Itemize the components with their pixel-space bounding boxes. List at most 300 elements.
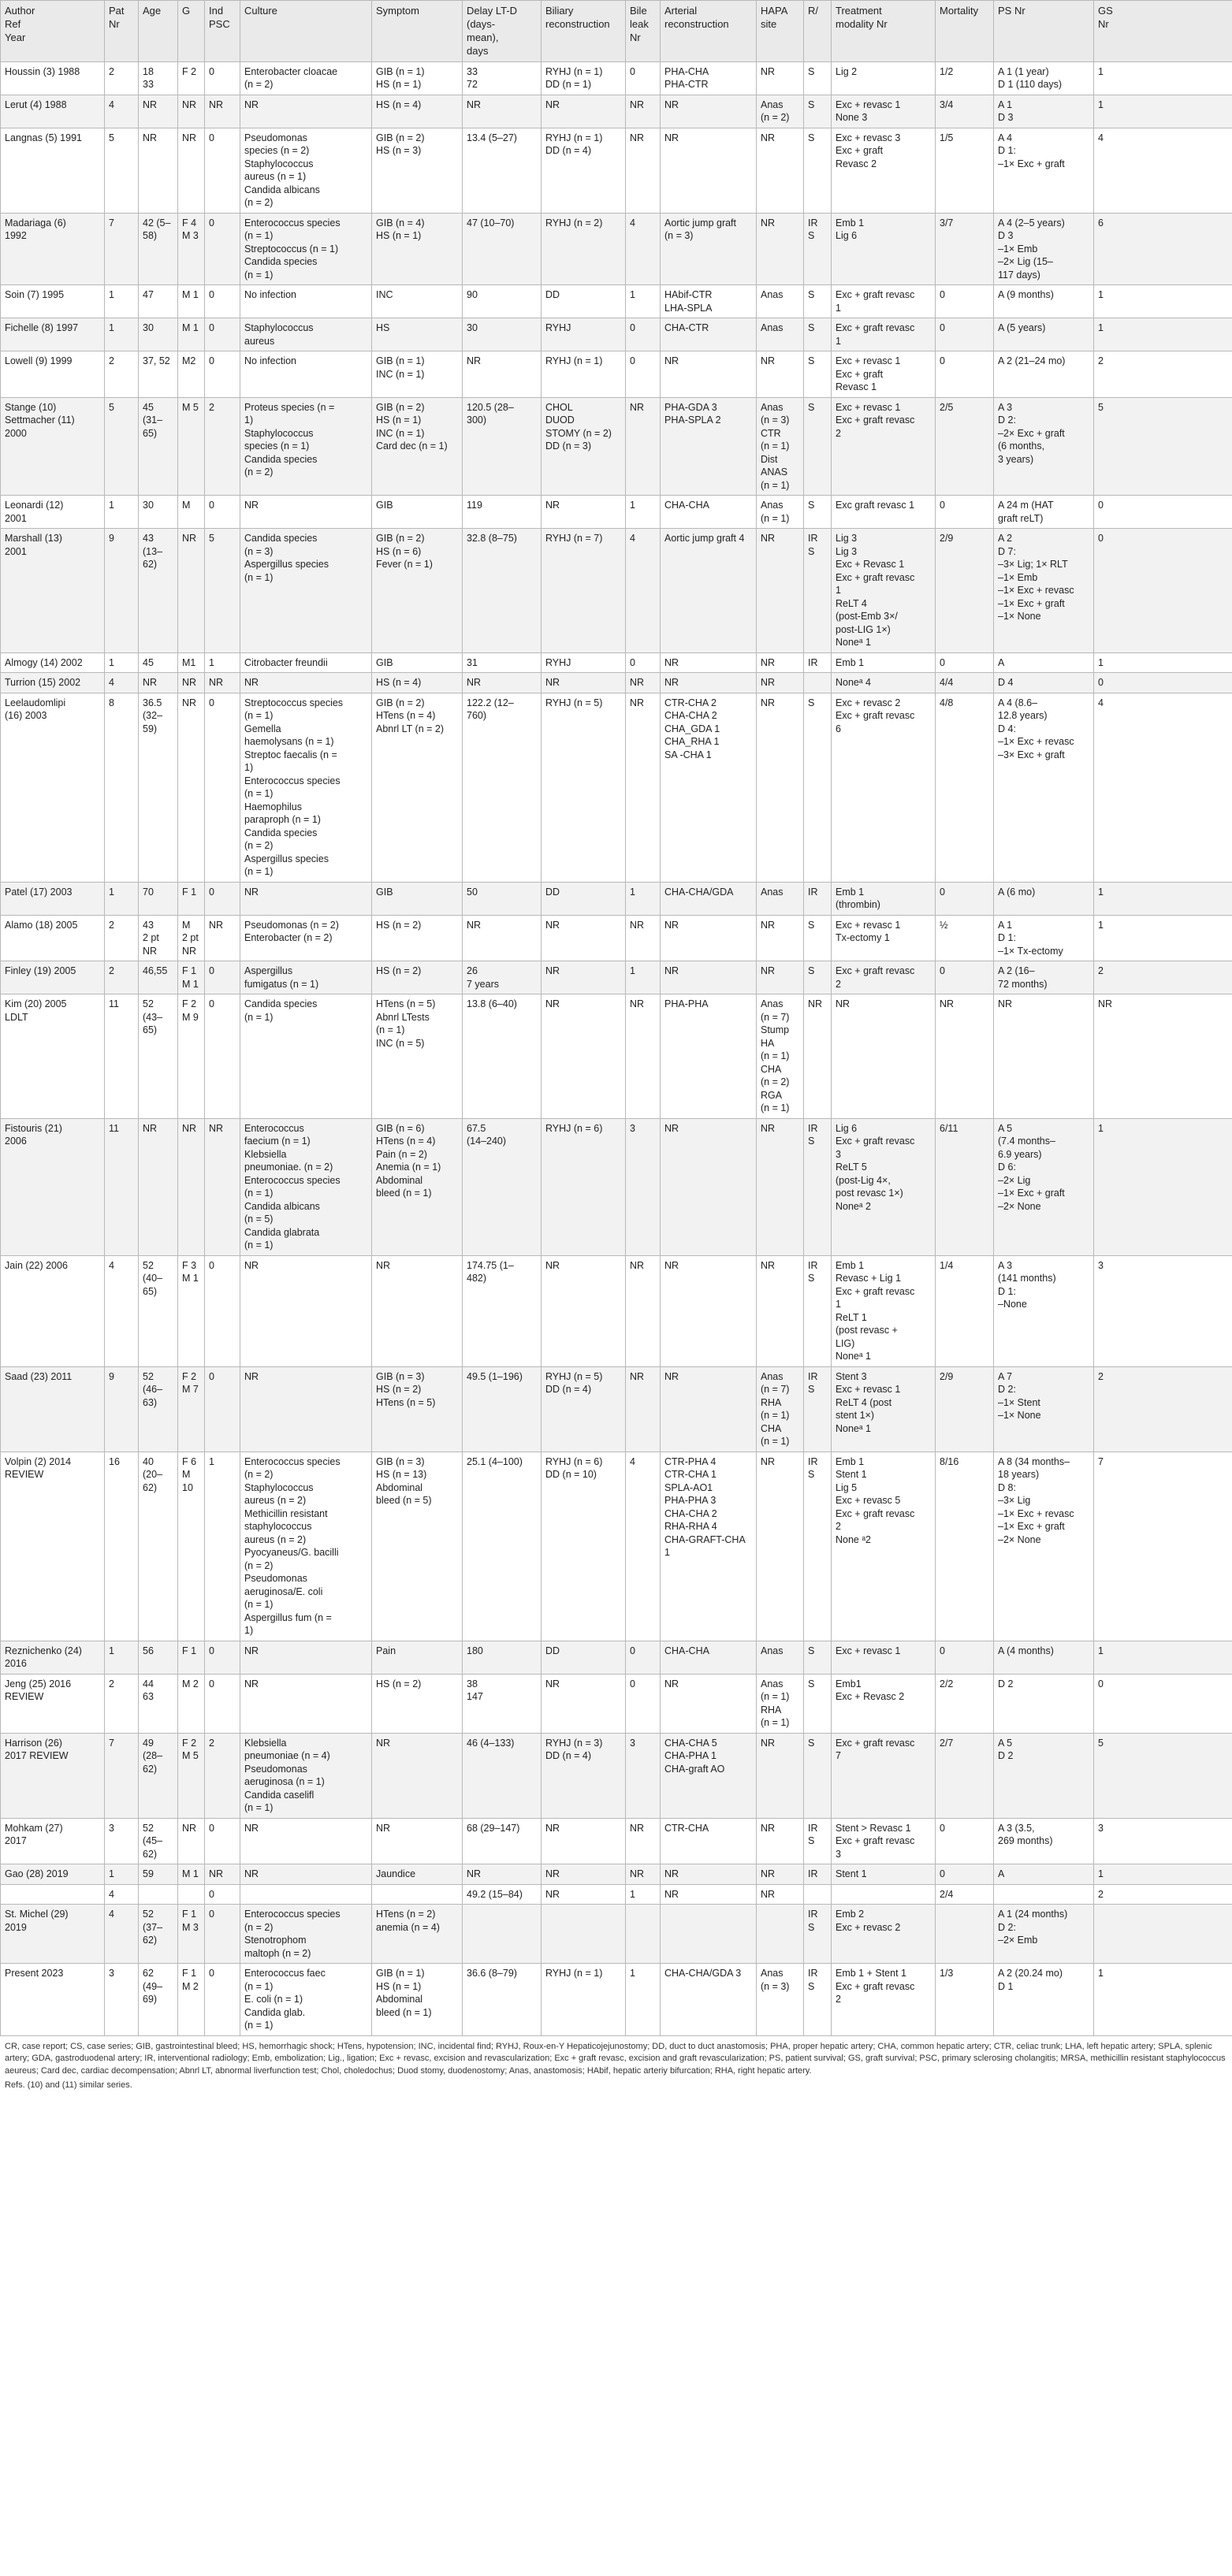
table-cell	[626, 1964, 661, 2036]
table-cell	[626, 529, 661, 653]
table-cell	[936, 351, 994, 398]
table-cell	[1094, 351, 1232, 398]
table-cell	[178, 1884, 205, 1905]
table-cell	[936, 1905, 994, 1964]
cell-line: (n = 1)	[244, 1011, 274, 1023]
cell-line: NR	[545, 1868, 560, 1880]
cell-line: –2× None	[998, 1200, 1041, 1212]
table-cell	[626, 1641, 661, 1674]
table-cell	[372, 1674, 463, 1733]
table-cell	[804, 1733, 832, 1818]
cell-line: (32–	[143, 710, 163, 722]
cell-line: NR	[664, 355, 679, 367]
cell-line: Exc + graft revasc	[836, 414, 915, 426]
cell-line: HS (n = 4)	[376, 677, 422, 689]
cell-line: 5	[1098, 1737, 1104, 1749]
table-cell	[626, 351, 661, 398]
cell-line: GIB	[376, 886, 393, 898]
cell-line: Pat	[109, 5, 125, 17]
table-cell	[1094, 994, 1232, 1119]
cell-line: 1	[209, 1455, 214, 1467]
cell-line: bleed (n = 1)	[376, 1188, 432, 1199]
cell-line: –2× Lig	[998, 1174, 1031, 1186]
cell-line: (n = 5)	[244, 1214, 274, 1225]
table-cell	[994, 994, 1094, 1119]
cell-line: 0	[940, 965, 945, 977]
table-cell	[372, 213, 463, 285]
cell-line: Exc + graft revasc	[836, 1136, 915, 1147]
cell-line: GIB (n = 2)	[376, 401, 425, 413]
cell-line: 1/2	[940, 65, 954, 77]
table-cell	[994, 1733, 1094, 1818]
cell-line: RYHJ (n = 6)	[545, 1122, 603, 1134]
cell-line: 1	[630, 1888, 635, 1900]
table-cell	[240, 1884, 372, 1905]
cell-line: PSC	[209, 18, 230, 31]
cell-line: Anas	[761, 886, 783, 898]
cell-line: S	[808, 1645, 815, 1656]
table-cell	[205, 397, 240, 496]
table-cell	[936, 1118, 994, 1255]
cell-line: 3	[1098, 1259, 1104, 1271]
cell-line: A 8 (34 months–	[998, 1455, 1070, 1467]
table-cell	[804, 95, 832, 128]
cell-line: 46,55	[143, 965, 168, 977]
cell-line: NR	[664, 99, 679, 110]
table-cell	[757, 961, 804, 994]
cell-line: Emb 1	[836, 1259, 865, 1271]
cell-line: 43	[143, 919, 154, 931]
table-cell	[1, 1964, 105, 2036]
table-cell	[205, 1366, 240, 1452]
cell-line: 1	[1098, 919, 1104, 931]
cell-line: GIB (n = 2)	[376, 533, 425, 545]
cell-line: NR	[761, 1737, 776, 1749]
cell-line: 1	[630, 1968, 635, 1979]
cell-line: Revasc + Lig 1	[836, 1273, 902, 1284]
cell-line: IR	[808, 1370, 818, 1382]
table-cell	[205, 1818, 240, 1864]
cell-line: NR	[467, 677, 482, 689]
cell-line: NR	[761, 677, 776, 689]
cell-line: –2× Lig (15–	[998, 256, 1053, 268]
table-cell	[178, 1733, 205, 1818]
table-cell	[661, 213, 757, 285]
cell-line: Enterococcus faec	[244, 1968, 326, 1979]
table-cell	[463, 693, 542, 882]
table-cell	[105, 1674, 139, 1733]
table-cell	[240, 61, 372, 95]
cell-line: –1× Exc + graft	[998, 158, 1065, 169]
cell-line: 56	[143, 1645, 154, 1656]
cell-line: Anas	[761, 1370, 783, 1382]
cell-line: A (9 months)	[998, 289, 1054, 301]
table-cell	[832, 994, 936, 1119]
table-cell	[994, 1905, 1094, 1964]
table-cell	[1094, 652, 1232, 673]
table-row	[1, 351, 1232, 398]
cell-line: (6 months,	[998, 440, 1045, 452]
cell-line: CHA-CHA 2	[664, 710, 717, 722]
table-cell	[832, 1864, 936, 1885]
column-header	[372, 1, 463, 62]
cell-line: DD	[545, 886, 560, 898]
table-cell	[372, 496, 463, 529]
cell-line: NR	[209, 1868, 224, 1880]
cell-line: Fistouris (21)	[5, 1122, 62, 1134]
cell-line: 1	[1098, 289, 1104, 301]
cell-line: 30	[467, 322, 478, 334]
cell-line: Treatment	[836, 5, 882, 17]
cell-line: SPLA-AO1	[664, 1481, 713, 1493]
table-cell	[105, 1964, 139, 2036]
cell-line: (141 months)	[998, 1273, 1056, 1284]
cell-line: NR	[244, 886, 259, 898]
table-cell	[178, 994, 205, 1119]
cell-line: None 3	[836, 112, 868, 124]
cell-line: S	[808, 1136, 815, 1147]
table-cell	[463, 1964, 542, 2036]
table-cell	[936, 882, 994, 915]
cell-line: 2	[836, 978, 841, 990]
cell-line: M 5	[182, 1750, 199, 1762]
cell-line: Streptococcus (n = 1)	[244, 243, 339, 255]
cell-line: (16) 2003	[5, 710, 47, 722]
cell-line: 2/7	[940, 1737, 954, 1749]
table-cell	[463, 673, 542, 693]
table-cell	[1, 1452, 105, 1641]
table-cell	[936, 496, 994, 529]
cell-line: 300)	[467, 414, 487, 426]
table-cell	[240, 652, 372, 673]
cell-line: HS (n = 3)	[376, 145, 422, 157]
table-cell	[626, 285, 661, 318]
cell-line: PHA-SPLA 2	[664, 414, 721, 426]
cell-line: NR	[143, 99, 158, 110]
table-cell	[139, 529, 178, 653]
cell-line: Noneᵃ 4	[836, 677, 871, 689]
cell-line: F 4	[182, 217, 197, 229]
cell-line: 2016	[5, 1658, 27, 1670]
cell-line: Anemia (n = 1)	[376, 1162, 441, 1173]
cell-line: CHOL	[545, 401, 573, 413]
cell-line: –1× Tx-ectomy	[998, 945, 1063, 957]
table-cell	[372, 961, 463, 994]
table-cell	[804, 652, 832, 673]
cell-line: pneumoniae. (n = 2)	[244, 1162, 333, 1173]
cell-line: (n = 1)	[376, 1024, 405, 1036]
table-cell	[804, 1255, 832, 1366]
table-cell	[626, 1905, 661, 1964]
table-cell	[804, 397, 832, 496]
cell-line: 72	[467, 79, 478, 91]
table-row	[1, 1864, 1232, 1885]
cell-line: 7	[109, 1737, 114, 1749]
cell-line: 2	[109, 355, 114, 367]
cell-line: RYHJ (n = 1)	[545, 1968, 603, 1979]
cell-line: (n = 1)	[761, 1717, 790, 1729]
cell-line: GIB	[376, 500, 393, 511]
cell-line: 0	[209, 998, 214, 1010]
table-cell	[542, 1255, 626, 1366]
cell-line: 65)	[143, 427, 158, 439]
cell-line: 1	[836, 335, 841, 347]
cell-line: M 1	[182, 289, 199, 301]
cell-line: DD (n = 4)	[545, 1750, 592, 1762]
cell-line: Haemophilus	[244, 801, 302, 812]
cell-line: Lig 5	[836, 1481, 858, 1493]
cell-line: Exc + revasc 1	[836, 99, 901, 110]
cell-line	[836, 1888, 931, 1890]
cell-line: 90	[467, 289, 478, 301]
cell-line: S	[808, 1835, 815, 1847]
table-cell	[372, 529, 463, 653]
cell-line: RYHJ	[545, 656, 571, 668]
cell-line: 0	[209, 1909, 214, 1920]
cell-line: NR	[1098, 998, 1113, 1010]
table-cell	[936, 1255, 994, 1366]
cell-line: Enterococcus species	[244, 1909, 341, 1920]
cell-line: RHA-RHA 4	[664, 1521, 717, 1533]
cell-line: M 1	[182, 978, 199, 990]
cell-line: NR	[244, 1645, 259, 1656]
table-cell	[542, 1452, 626, 1641]
cell-line: NR	[761, 1868, 776, 1880]
cell-line: GIB (n = 4)	[376, 217, 425, 229]
table-cell	[105, 285, 139, 318]
cell-line: 0	[209, 886, 214, 898]
table-cell	[832, 1366, 936, 1452]
cell-line: GIB (n = 1)	[376, 355, 425, 367]
cell-line: 65)	[143, 1285, 158, 1297]
table-cell	[240, 1118, 372, 1255]
cell-line: CHA-CHA 2	[664, 1507, 717, 1519]
cell-line: Anas	[761, 500, 783, 511]
table-cell	[626, 673, 661, 693]
cell-line: 47	[143, 289, 154, 301]
cell-line: NR	[664, 1868, 679, 1880]
cell-line: S	[808, 401, 815, 413]
table-cell	[542, 1366, 626, 1452]
table-cell	[936, 1864, 994, 1885]
table-row	[1, 961, 1232, 994]
table-cell	[832, 318, 936, 351]
cell-line: 26	[467, 965, 478, 977]
table-cell	[994, 351, 1094, 398]
cell-line: D 3	[998, 112, 1014, 124]
cell-line: 2	[209, 1737, 214, 1749]
cell-line: species (n = 1)	[244, 440, 310, 452]
cell-line: 5	[1098, 401, 1104, 413]
cell-line	[630, 1908, 656, 1909]
cell-line: HS (n = 1)	[376, 1980, 422, 1992]
cell-line: S	[808, 545, 815, 557]
table-cell	[832, 693, 936, 882]
table-cell	[804, 1118, 832, 1255]
cell-line: NR	[467, 919, 482, 931]
cell-line: D 3	[998, 230, 1014, 242]
cell-line: NR	[244, 99, 259, 110]
table-cell	[205, 213, 240, 285]
cell-line: PHA-CTR	[664, 79, 709, 91]
table-cell	[626, 1366, 661, 1452]
cell-line: NR	[761, 1122, 776, 1134]
cell-line: 0	[209, 697, 214, 708]
cell-line: 62	[143, 1968, 154, 1979]
cell-line	[376, 1888, 458, 1890]
cell-line: Aspergillus species	[244, 853, 329, 864]
table-cell	[757, 1905, 804, 1964]
cell-line: Streptoc faecalis (n =	[244, 749, 337, 760]
cell-line: 2006	[5, 1136, 27, 1147]
cell-line: NR	[664, 1259, 679, 1271]
cell-line: NR	[545, 677, 560, 689]
table-cell	[240, 213, 372, 285]
table-cell	[994, 318, 1094, 351]
cell-line: 62)	[143, 1763, 158, 1775]
cell-line: GIB (n = 1)	[376, 65, 425, 77]
cell-line: 3/4	[940, 99, 954, 110]
table-cell	[463, 1864, 542, 1885]
cell-line: 1	[109, 500, 114, 511]
table-cell	[804, 1641, 832, 1674]
table-cell	[626, 915, 661, 961]
table-cell	[178, 1452, 205, 1641]
table-cell	[661, 1255, 757, 1366]
cell-line: 4	[109, 1259, 114, 1271]
column-header	[1094, 1, 1232, 62]
cell-line: Enterococcus species	[244, 217, 341, 229]
cell-line: CTR-PHA 4	[664, 1455, 716, 1467]
cell-line: RHA	[761, 1396, 782, 1408]
cell-line: (31–	[143, 414, 163, 426]
table-cell	[804, 61, 832, 95]
cell-line: F 1	[182, 886, 197, 898]
cell-line: F 3	[182, 1259, 197, 1271]
table-cell	[105, 1864, 139, 1885]
cell-line: S	[808, 1273, 815, 1284]
table-cell	[661, 693, 757, 882]
table-cell	[1, 1674, 105, 1733]
cell-line: GS	[1098, 5, 1113, 17]
cell-line: 1	[1098, 1645, 1104, 1656]
cell-line: 482)	[467, 1273, 487, 1284]
cell-line: REVIEW	[5, 1691, 44, 1703]
cell-line: 12.8 years)	[998, 710, 1048, 722]
cell-line: 3	[836, 1848, 841, 1860]
cell-line: 45	[143, 401, 154, 413]
cell-line: 1	[1098, 322, 1104, 334]
cell-line: LDLT	[5, 1011, 28, 1023]
cell-line: S	[808, 1737, 815, 1749]
cell-line: (n = 1)	[244, 230, 274, 242]
cell-line: NR	[209, 99, 224, 110]
cell-line: –1× Stent	[998, 1396, 1040, 1408]
cell-line: 4	[630, 217, 635, 229]
cell-line: HAPA	[761, 5, 788, 17]
table-cell	[626, 1255, 661, 1366]
table-cell	[804, 529, 832, 653]
cell-line: Pseudomonas	[244, 1763, 307, 1775]
table-cell	[105, 882, 139, 915]
table-cell	[105, 673, 139, 693]
cell-line: Citrobacter freundii	[244, 656, 328, 668]
cell-line: RYHJ	[545, 322, 571, 334]
cell-line: RGA	[761, 1089, 783, 1101]
cell-line: Exc + revasc 1	[836, 401, 901, 413]
table-cell	[463, 915, 542, 961]
table-cell	[178, 1818, 205, 1864]
cell-line: modality Nr	[836, 18, 888, 31]
cell-line: NR	[182, 1122, 197, 1134]
cell-line: NR	[376, 1259, 391, 1271]
table-cell	[205, 1733, 240, 1818]
table-cell	[178, 285, 205, 318]
table-row	[1, 397, 1232, 496]
table-cell	[994, 652, 1094, 673]
cell-line: NR	[545, 919, 560, 931]
cell-line: HS (n = 13)	[376, 1469, 427, 1481]
cell-line: M 3	[182, 230, 199, 242]
cell-line: (n = 2)	[244, 840, 274, 852]
cell-line: M 3	[182, 1921, 199, 1933]
cell-line: D 2	[998, 1678, 1014, 1689]
cell-line: 46 (4–133)	[467, 1737, 515, 1749]
cell-line: NR	[761, 656, 776, 668]
cell-line: (post revasc +	[836, 1325, 898, 1336]
table-cell	[178, 496, 205, 529]
cell-line: 7	[1098, 1455, 1104, 1467]
table-cell	[178, 128, 205, 213]
table-cell	[661, 1641, 757, 1674]
cell-line: 4	[630, 1455, 635, 1467]
table-cell	[463, 1733, 542, 1818]
table-row	[1, 128, 1232, 213]
cell-line: IR	[808, 656, 818, 668]
table-cell	[832, 915, 936, 961]
cell-line: 1)	[244, 1625, 254, 1637]
cell-line: –1× None	[998, 1410, 1041, 1422]
cell-line: F 1	[182, 965, 197, 977]
table-cell	[1094, 95, 1232, 128]
cell-line: –1× None	[998, 611, 1041, 623]
cell-line: 3	[630, 1122, 635, 1134]
table-cell	[936, 61, 994, 95]
table-cell	[205, 915, 240, 961]
cell-line: A 1 (24 months)	[998, 1909, 1068, 1920]
cell-line: Stent > Revasc 1	[836, 1822, 911, 1834]
cell-line: (n = 3)	[244, 545, 274, 557]
cell-line: 1	[1098, 886, 1104, 898]
cell-line: 1	[209, 656, 214, 668]
cell-line: 37, 52	[143, 355, 170, 367]
cell-line: 11	[109, 1122, 119, 1134]
table-cell	[626, 128, 661, 213]
cell-line: (45–	[143, 1835, 163, 1847]
table-cell	[936, 1366, 994, 1452]
table-cell	[661, 961, 757, 994]
cell-line: 122.2 (12–	[467, 697, 514, 708]
cell-line: –1× Exc + revasc	[998, 585, 1074, 597]
cell-line: A (4 months)	[998, 1645, 1054, 1656]
cell-line: NR	[143, 1122, 158, 1134]
cell-line: aureus (n = 1)	[244, 171, 307, 183]
cell-line: 6.9 years)	[998, 1148, 1042, 1160]
cell-line: (n = 2)	[244, 467, 274, 478]
cell-line: mean),	[467, 32, 499, 44]
table-cell	[372, 652, 463, 673]
table-cell	[757, 882, 804, 915]
